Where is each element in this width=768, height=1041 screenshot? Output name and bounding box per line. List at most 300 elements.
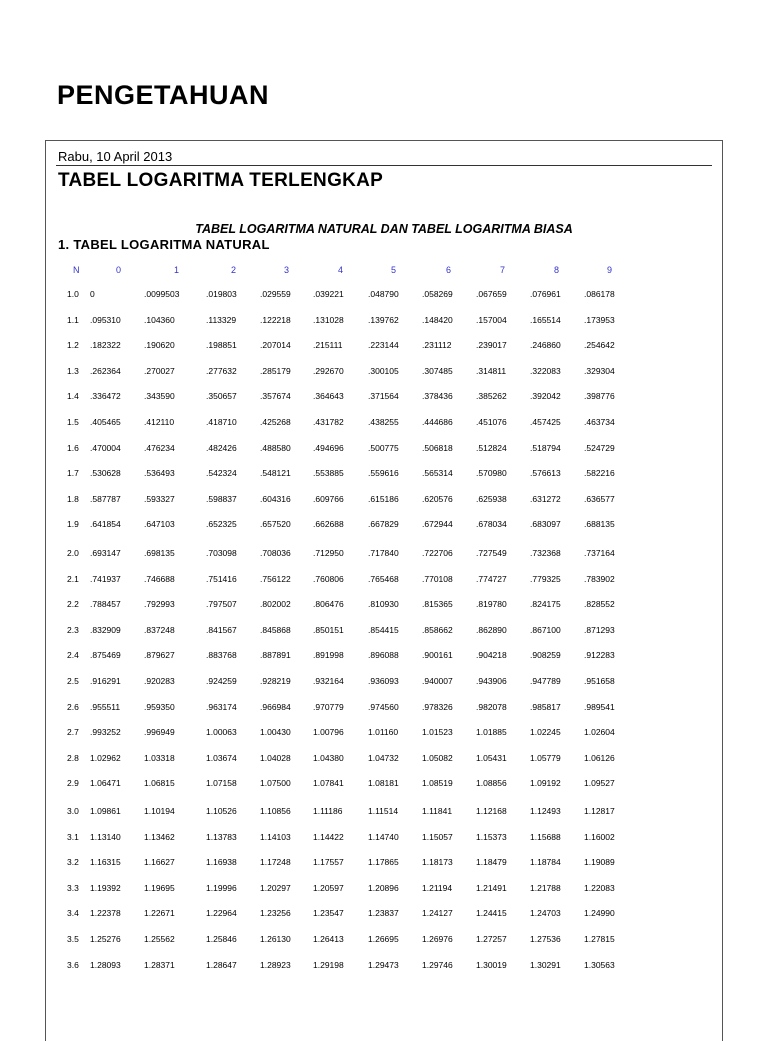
table-cell: .518794 [530, 442, 561, 453]
post-date: Rabu, 10 April 2013 [58, 149, 173, 164]
table-cell: .190620 [144, 340, 175, 351]
table-cell: .512824 [476, 442, 507, 453]
row-label-cell: 2.2 [67, 599, 79, 610]
table-cell: .482426 [206, 442, 237, 453]
table-cell: .845868 [260, 624, 291, 635]
table-cell: .672944 [422, 519, 453, 530]
table-cell: 1.08181 [368, 778, 399, 789]
row-label-cell: 1.5 [67, 417, 79, 427]
table-cell: 1.11514 [368, 806, 399, 816]
table-cell: .908259 [530, 650, 561, 661]
table-cell: .582216 [584, 468, 615, 479]
table-cell: 1.25846 [206, 934, 237, 944]
table-cell: 1.26130 [260, 934, 291, 944]
table-cell: .703098 [206, 548, 237, 558]
table-cell: 1.21194 [422, 882, 453, 893]
table-cell: .285179 [260, 365, 291, 376]
table-cell: .148420 [422, 314, 453, 325]
table-cell: .788457 [90, 599, 121, 610]
table-cell: .604316 [260, 493, 291, 504]
table-cell: .708036 [260, 548, 291, 558]
table-cell: .039221 [313, 289, 344, 299]
row-label-cell: 1.9 [67, 519, 79, 530]
table-cell: .693147 [90, 548, 121, 558]
table-cell: .662688 [313, 519, 344, 530]
table-cell: 1.09192 [530, 778, 561, 789]
row-label-cell: 1.8 [67, 493, 79, 504]
table-cell: .029559 [260, 289, 291, 299]
row-label-cell: 2.4 [67, 650, 79, 661]
table-cell: 1.27257 [476, 934, 507, 944]
table-cell: 1.19089 [584, 857, 615, 868]
table-cell: 1.06126 [584, 752, 615, 763]
table-cell: .647103 [144, 519, 175, 530]
table-cell: .652325 [206, 519, 237, 530]
table-cell: .157004 [476, 314, 507, 325]
table-cell: 1.04028 [260, 752, 291, 763]
table-cell: .727549 [476, 548, 507, 558]
table-cell: 1.07158 [206, 778, 237, 789]
table-cell: .879627 [144, 650, 175, 661]
table-cell: 1.22964 [206, 908, 237, 919]
table-cell: .067659 [476, 289, 507, 299]
row-label-cell: 2.7 [67, 727, 79, 738]
table-cell: .182322 [90, 340, 121, 351]
table-cell: .858662 [422, 624, 453, 635]
table-cell: .231112 [422, 340, 452, 351]
row-label-cell: 3.5 [67, 934, 79, 944]
table-cell: .900161 [422, 650, 453, 661]
table-cell: 1.29473 [368, 959, 399, 970]
row-label-cell: 1.6 [67, 442, 79, 453]
date-divider [56, 165, 712, 166]
table-cell: 1.30291 [530, 959, 561, 970]
table-cell: .955511 [90, 701, 121, 712]
section-heading: 1. TABEL LOGARITMA NATURAL [58, 237, 270, 252]
table-cell: 1.12493 [530, 806, 561, 816]
table-cell: .920283 [144, 676, 175, 686]
table-cell: .875469 [90, 650, 121, 661]
table-cell: .667829 [368, 519, 399, 530]
header-cell: 7 [500, 265, 506, 275]
table-cell: .277632 [206, 365, 237, 376]
row-label-cell: 1.3 [67, 365, 79, 376]
table-cell: .131028 [313, 314, 344, 325]
table-cell: 1.25276 [90, 934, 121, 944]
table-cell: 1.20597 [313, 882, 344, 893]
table-cell: .792993 [144, 599, 175, 610]
header-cell: 9 [607, 265, 613, 275]
table-cell: 1.21788 [530, 882, 561, 893]
table-cell: 1.16315 [90, 857, 121, 868]
header-cell: 5 [391, 265, 397, 275]
table-cell: .058269 [422, 289, 453, 299]
table-cell: .832909 [90, 624, 121, 635]
table-cell: 1.16627 [144, 857, 175, 868]
table-cell: .215111 [313, 340, 343, 351]
table-cell: .587787 [90, 493, 121, 504]
table-cell: .815365 [422, 599, 453, 610]
table-cell: .609766 [313, 493, 344, 504]
table-cell: .810930 [368, 599, 399, 610]
table-cell: 1.02962 [90, 752, 121, 763]
table-cell: .936093 [368, 676, 399, 686]
table-cell: 1.23256 [260, 908, 291, 919]
table-cell: .494696 [313, 442, 344, 453]
table-cell: .336472 [90, 391, 121, 402]
table-cell: 1.12168 [476, 806, 507, 816]
table-cell: 1.26976 [422, 934, 453, 944]
table-cell: .536493 [144, 468, 175, 479]
row-label-cell: 2.0 [67, 548, 79, 558]
table-cell: .620576 [422, 493, 453, 504]
table-cell: 1.29198 [313, 959, 344, 970]
table-cell: .254642 [584, 340, 615, 351]
table-cell: 1.27536 [530, 934, 561, 944]
header-cell: 8 [554, 265, 560, 275]
table-cell: 1.28093 [90, 959, 121, 970]
table-cell: .570980 [476, 468, 507, 479]
table-cell: .688135 [584, 519, 615, 530]
table-cell: .657520 [260, 519, 291, 530]
table-cell: .246860 [530, 340, 561, 351]
table-cell: 1.17248 [260, 857, 291, 868]
row-label-cell: 2.9 [67, 778, 79, 789]
table-cell: .451076 [476, 417, 507, 427]
table-cell: .314811 [476, 365, 507, 376]
table-title: TABEL LOGARITMA NATURAL DAN TABEL LOGARITMA BIASA [195, 222, 573, 236]
table-cell: .239017 [476, 340, 507, 351]
table-cell: 1.21491 [476, 882, 507, 893]
table-cell: .223144 [368, 340, 399, 351]
table-cell: .751416 [206, 573, 237, 584]
table-cell: .385262 [476, 391, 507, 402]
table-cell: 1.04380 [313, 752, 344, 763]
table-cell: .122218 [260, 314, 291, 325]
table-cell: .207014 [260, 340, 291, 351]
table-cell: .819780 [476, 599, 507, 610]
table-cell: .559616 [368, 468, 399, 479]
table-cell: .418710 [206, 417, 237, 427]
table-cell: 1.22083 [584, 882, 615, 893]
table-cell: .625938 [476, 493, 507, 504]
table-cell: 1.24127 [422, 908, 453, 919]
table-cell: .982078 [476, 701, 507, 712]
table-cell: 1.05082 [422, 752, 453, 763]
table-cell: .916291 [90, 676, 121, 686]
table-cell: .797507 [206, 599, 237, 610]
table-cell: 1.24990 [584, 908, 615, 919]
table-cell: .506818 [422, 442, 453, 453]
table-cell: .854415 [368, 624, 399, 635]
table-cell: .392042 [530, 391, 561, 402]
table-cell: .631272 [530, 493, 561, 504]
table-cell: 1.03318 [144, 752, 175, 763]
table-cell: .760806 [313, 573, 344, 584]
table-cell: .576613 [530, 468, 561, 479]
table-cell: .862890 [476, 624, 507, 635]
table-cell: .500775 [368, 442, 399, 453]
table-cell: .678034 [476, 519, 507, 530]
table-cell: 1.06471 [90, 778, 121, 789]
table-cell: 1.10856 [260, 806, 291, 816]
table-cell: 1.00063 [206, 727, 237, 738]
table-cell: .307485 [422, 365, 453, 376]
table-cell: .593327 [144, 493, 175, 504]
table-cell: 1.19695 [144, 882, 175, 893]
table-cell: .329304 [584, 365, 615, 376]
table-cell: 1.28371 [144, 959, 175, 970]
table-cell: 1.22378 [90, 908, 121, 919]
table-cell: 1.24415 [476, 908, 507, 919]
table-cell: 1.00430 [260, 727, 291, 738]
table-cell: .951658 [584, 676, 615, 686]
table-cell: .947789 [530, 676, 561, 686]
table-cell: 1.25562 [144, 934, 175, 944]
table-cell: 1.04732 [368, 752, 399, 763]
table-cell: .850151 [313, 624, 344, 635]
table-cell: 1.20297 [260, 882, 291, 893]
post-title[interactable]: TABEL LOGARITMA TERLENGKAP [58, 170, 384, 191]
table-cell: .019803 [206, 289, 237, 299]
table-cell: .086178 [584, 289, 615, 299]
table-cell: 1.08856 [476, 778, 507, 789]
table-cell: 1.09527 [584, 778, 615, 789]
table-cell: 1.28923 [260, 959, 291, 970]
table-cell: 1.14103 [260, 831, 291, 842]
header-cell: 1 [174, 265, 180, 275]
table-cell: 1.08519 [422, 778, 453, 789]
row-label-cell: 3.2 [67, 857, 79, 868]
table-cell: 1.29746 [422, 959, 453, 970]
table-cell: 1.26413 [313, 934, 344, 944]
table-cell: 1.01160 [368, 727, 399, 738]
table-cell: .198851 [206, 340, 237, 351]
table-cell: .076961 [530, 289, 561, 299]
blog-title[interactable]: PENGETAHUAN [57, 80, 270, 110]
table-cell: .871293 [584, 624, 615, 635]
table-cell: .262364 [90, 365, 121, 376]
table-cell: 1.05431 [476, 752, 507, 763]
table-cell: .887891 [260, 650, 291, 661]
row-label-cell: 1.1 [67, 314, 79, 325]
table-cell: .756122 [260, 573, 291, 584]
table-cell: .378436 [422, 391, 453, 402]
table-cell: .943906 [476, 676, 507, 686]
table-cell: .932164 [313, 676, 344, 686]
table-cell: .438255 [368, 417, 399, 427]
table-cell: .722706 [422, 548, 453, 558]
table-cell: .350657 [206, 391, 237, 402]
table-cell: 1.24703 [530, 908, 561, 919]
row-label-cell: 2.1 [67, 573, 79, 584]
table-cell: 1.11186 [313, 806, 343, 816]
table-cell: 1.19392 [90, 882, 121, 893]
table-cell: .048790 [368, 289, 399, 299]
table-cell: .912283 [584, 650, 615, 661]
table-cell: 0 [90, 289, 95, 299]
table-cell: 1.07841 [313, 778, 344, 789]
header-cell: 4 [338, 265, 344, 275]
table-cell: .641854 [90, 519, 121, 530]
table-cell: .476234 [144, 442, 175, 453]
table-cell: 1.14422 [313, 831, 344, 842]
table-cell: 1.06815 [144, 778, 175, 789]
table-cell: 1.13462 [144, 831, 175, 842]
table-cell: .371564 [368, 391, 399, 402]
table-cell: .300105 [368, 365, 399, 376]
table-cell: 1.23837 [368, 908, 399, 919]
table-cell: .104360 [144, 314, 175, 325]
table-cell: .425268 [260, 417, 291, 427]
row-label-cell: 3.4 [67, 908, 79, 919]
table-cell: .470004 [90, 442, 121, 453]
table-cell: .615186 [368, 493, 399, 504]
table-cell: 1.14740 [368, 831, 399, 842]
table-cell: .636577 [584, 493, 615, 504]
table-cell: 1.09861 [90, 806, 121, 816]
table-cell: .173953 [584, 314, 615, 325]
table-cell: .398776 [584, 391, 615, 402]
table-cell: .828552 [584, 599, 615, 610]
header-cell: 2 [231, 265, 237, 275]
table-cell: .996949 [144, 727, 175, 738]
row-label-cell: 3.0 [67, 806, 79, 816]
table-cell: .746688 [144, 573, 175, 584]
row-label-cell: 2.6 [67, 701, 79, 712]
table-cell: .553885 [313, 468, 344, 479]
table-cell: .891998 [313, 650, 344, 661]
table-cell: 1.11841 [422, 806, 453, 816]
table-cell: 1.15373 [476, 831, 507, 842]
table-cell: .989541 [584, 701, 615, 712]
table-cell: .867100 [530, 624, 561, 635]
table-cell: .904218 [476, 650, 507, 661]
row-label-cell: 2.8 [67, 752, 79, 763]
row-label-cell: 1.7 [67, 468, 79, 479]
table-cell: .412110 [144, 417, 175, 427]
table-cell: .783902 [584, 573, 615, 584]
table-cell: .698135 [144, 548, 175, 558]
table-cell: 1.30563 [584, 959, 615, 970]
row-label-cell: 1.2 [67, 340, 79, 351]
table-cell: .779325 [530, 573, 561, 584]
table-cell: .488580 [260, 442, 291, 453]
table-cell: .530628 [90, 468, 121, 479]
table-cell: .806476 [313, 599, 344, 610]
table-cell: .802002 [260, 599, 291, 610]
table-cell: .928219 [260, 676, 291, 686]
table-cell: .966984 [260, 701, 291, 712]
table-cell: 1.05779 [530, 752, 561, 763]
table-cell: .963174 [206, 701, 237, 712]
table-cell: .770108 [422, 573, 453, 584]
table-cell: .765468 [368, 573, 399, 584]
table-cell: .457425 [530, 417, 561, 427]
table-cell: .139762 [368, 314, 399, 325]
table-cell: .883768 [206, 650, 237, 661]
table-cell: .322083 [530, 365, 561, 376]
row-label-cell: 2.3 [67, 624, 79, 635]
table-cell: .524729 [584, 442, 615, 453]
table-cell: .824175 [530, 599, 561, 610]
table-cell: 1.10526 [206, 806, 237, 816]
table-cell: .774727 [476, 573, 507, 584]
table-cell: .598837 [206, 493, 237, 504]
table-cell: 1.07500 [260, 778, 291, 789]
table-cell: 1.10194 [144, 806, 175, 816]
header-cell: 0 [116, 265, 122, 275]
table-cell: .431782 [313, 417, 344, 427]
table-cell: .113329 [206, 314, 237, 325]
table-cell: 1.02245 [530, 727, 561, 738]
header-cell: 6 [446, 265, 452, 275]
table-cell: 1.15057 [422, 831, 453, 842]
table-cell: 1.02604 [584, 727, 615, 738]
table-cell: 1.01523 [422, 727, 453, 738]
table-cell: .270027 [144, 365, 175, 376]
table-cell: .741937 [90, 573, 121, 584]
table-cell: 1.13140 [90, 831, 121, 842]
table-cell: 1.28647 [206, 959, 237, 970]
table-cell: .292670 [313, 365, 344, 376]
table-cell: 1.17557 [313, 857, 344, 868]
header-cell: 3 [284, 265, 290, 275]
row-label-cell: 2.5 [67, 676, 79, 686]
table-cell: .993252 [90, 727, 121, 738]
table-cell: 1.17865 [368, 857, 399, 868]
table-cell: 1.18173 [422, 857, 453, 868]
table-cell: .542324 [206, 468, 237, 479]
table-cell: .732368 [530, 548, 561, 558]
table-cell: .565314 [422, 468, 453, 479]
row-label-cell: 1.4 [67, 391, 79, 402]
table-cell: .978326 [422, 701, 453, 712]
table-cell: .959350 [144, 701, 175, 712]
table-cell: .405465 [90, 417, 121, 427]
table-cell: 1.30019 [476, 959, 507, 970]
table-cell: 1.26695 [368, 934, 399, 944]
table-cell: 1.27815 [584, 934, 615, 944]
row-label-cell: 3.1 [67, 831, 79, 842]
post-container [45, 140, 723, 1041]
table-cell: .970779 [313, 701, 344, 712]
table-cell: .0099503 [144, 289, 180, 299]
table-cell: 1.23547 [313, 908, 344, 919]
table-cell: 1.13783 [206, 831, 237, 842]
table-cell: .364643 [313, 391, 344, 402]
table-cell: 1.12817 [584, 806, 615, 816]
table-cell: .841567 [206, 624, 237, 635]
table-cell: 1.18784 [530, 857, 561, 868]
row-label-cell: 3.6 [67, 959, 79, 970]
row-label-cell: 1.0 [67, 289, 79, 299]
table-cell: .717840 [368, 548, 399, 558]
table-cell: 1.01885 [476, 727, 507, 738]
table-cell: .095310 [90, 314, 121, 325]
table-cell: .463734 [584, 417, 615, 427]
table-cell: .737164 [584, 548, 615, 558]
table-cell: .357674 [260, 391, 291, 402]
table-cell: .712950 [313, 548, 344, 558]
header-cell: N [73, 265, 80, 275]
table-cell: .924259 [206, 676, 237, 686]
table-cell: .444686 [422, 417, 453, 427]
row-label-cell: 3.3 [67, 882, 79, 893]
table-cell: .837248 [144, 624, 175, 635]
table-cell: 1.00796 [313, 727, 344, 738]
table-cell: 1.03674 [206, 752, 237, 763]
